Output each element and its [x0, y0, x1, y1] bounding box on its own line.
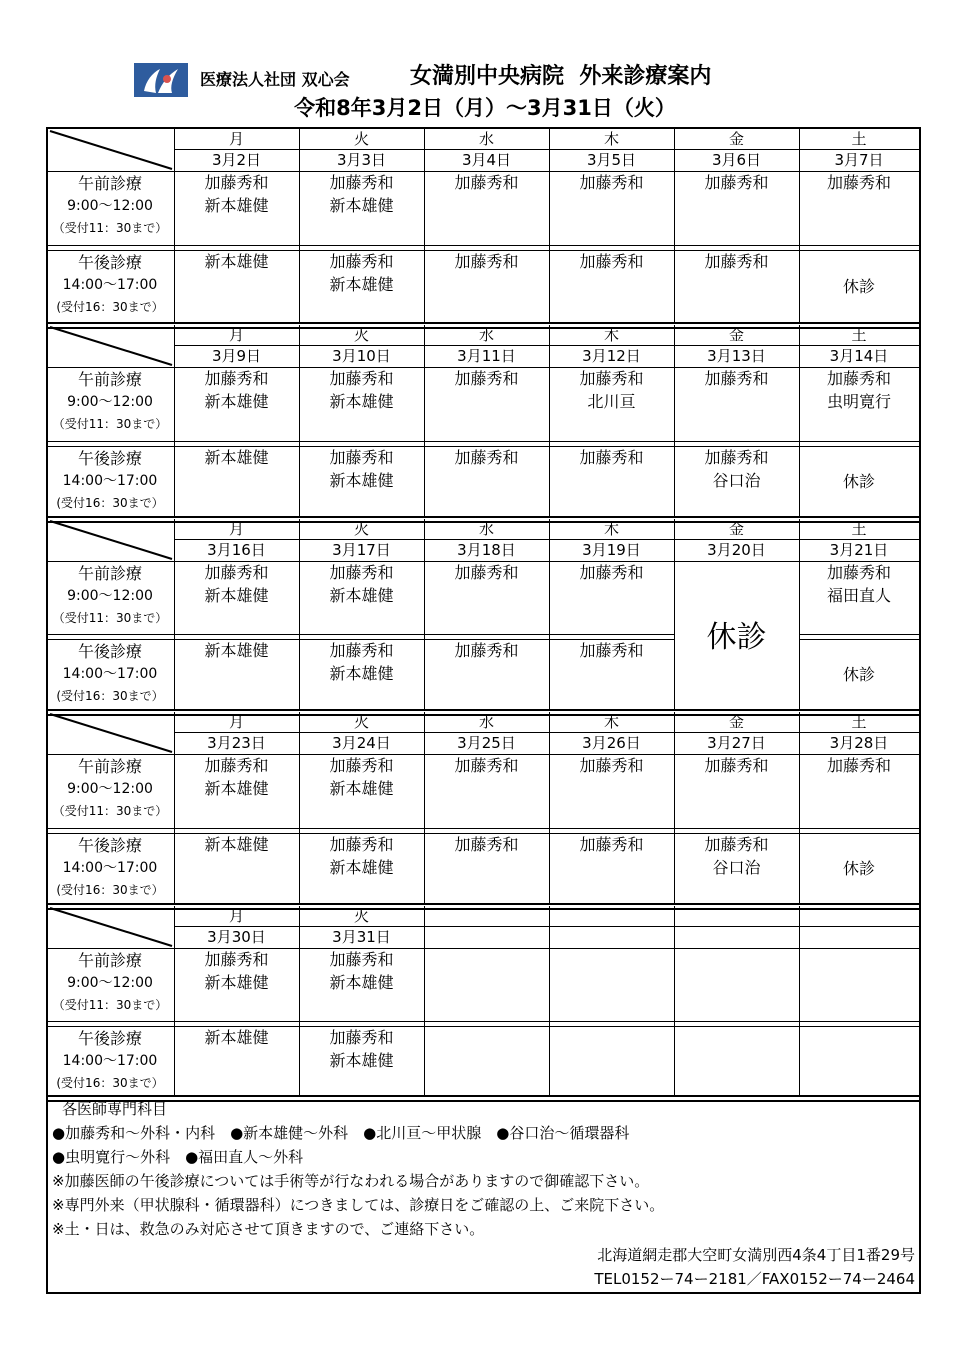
doctor-name: 福田直人: [826, 586, 891, 605]
guide-title: 外来診療案内: [579, 64, 712, 89]
day-date: 3月9日: [211, 347, 262, 365]
doctor-name: 加藤秀和: [704, 756, 769, 775]
specialties-line-2: ●虫明寛行〜外科 ●福田直人〜外科: [52, 1148, 304, 1166]
doctor-name: 北川亘: [587, 392, 636, 411]
day-of-week: 火: [353, 713, 369, 731]
reception-cutoff: (受付16：30まで）: [56, 883, 164, 897]
day-date: 3月20日: [707, 541, 766, 559]
corner-diagonal: [48, 129, 174, 171]
grid-line: [48, 245, 919, 246]
day-date: 3月31日: [332, 928, 391, 946]
doctor-name: 新本雄健: [204, 196, 269, 215]
doctor-name: 加藤秀和: [704, 369, 769, 388]
schedule-table: [46, 127, 921, 1294]
tel-fax: TEL0152ー74ー2181／FAX0152ー74ー2464: [594, 1270, 915, 1288]
column-divider: [424, 906, 425, 1096]
doctor-name: 加藤秀和: [329, 563, 394, 582]
doctor-name: 加藤秀和: [454, 369, 519, 388]
closed-label: 休診: [842, 665, 875, 684]
doctor-name: 加藤秀和: [579, 448, 644, 467]
day-date: 3月21日: [829, 541, 889, 559]
doctor-name: 加藤秀和: [579, 641, 644, 660]
column-divider: [674, 906, 675, 1096]
doctor-name: 加藤秀和: [204, 756, 269, 775]
am-session-label: [48, 950, 172, 1023]
doctor-name: 加藤秀和: [454, 563, 519, 582]
doctor-name: 新本雄健: [329, 973, 394, 992]
doctor-name: 加藤秀和: [454, 252, 519, 271]
reception-cutoff: (受付16：30まで）: [56, 1076, 164, 1090]
doctor-name: 加藤秀和: [454, 641, 519, 660]
reception-cutoff: （受付11：30まで）: [52, 804, 168, 818]
session-hours: 9:00〜12:00: [67, 588, 153, 604]
doctor-name: 加藤秀和: [204, 369, 269, 388]
column-divider: [549, 906, 550, 1096]
am-session-label: [48, 756, 172, 830]
doctor-name: 新本雄健: [329, 858, 394, 877]
specialties-line-1: ●加藤秀和〜外科・内科 ●新本雄健〜外科 ●北川亘〜甲状腺 ●谷口治〜循環器科: [52, 1124, 630, 1142]
day-date: 3月11日: [457, 347, 516, 365]
closed-day-label: 休診: [706, 620, 767, 655]
session-hours: 9:00〜12:00: [67, 394, 153, 410]
day-of-week: 月: [228, 130, 244, 148]
document-title: [410, 60, 711, 94]
doctor-name: 虫明寛行: [826, 392, 891, 411]
column-divider: [799, 906, 800, 1096]
day-date: 3月25日: [457, 734, 516, 752]
session-name: 午後診療: [77, 1029, 142, 1048]
doctor-name: 加藤秀和: [704, 252, 769, 271]
session-hours: 14:00〜17:00: [62, 666, 158, 682]
doctor-name: 加藤秀和: [329, 835, 394, 854]
day-of-week: 水: [478, 520, 494, 538]
day-date: 3月2日: [211, 151, 262, 169]
day-of-week: 木: [603, 713, 619, 731]
session-hours: 9:00〜12:00: [67, 975, 153, 991]
session-hours: 9:00〜12:00: [67, 781, 153, 797]
grid-line: [48, 441, 919, 442]
note-2: ※専門外来（甲状腺科・循環器科）につきましては、診療日をご確認の上、ご来院下さい。: [52, 1196, 665, 1214]
day-of-week: 月: [228, 326, 244, 344]
doctor-name: 新本雄健: [329, 275, 394, 294]
session-name: 午後診療: [77, 253, 142, 272]
doctor-name: 加藤秀和: [329, 1028, 394, 1047]
day-date: 3月23日: [207, 734, 266, 752]
pm-session-label: [48, 448, 172, 519]
week-block: [48, 325, 919, 517]
doctor-name: 新本雄健: [329, 664, 394, 683]
day-of-week: 火: [353, 907, 369, 925]
doctor-name: 加藤秀和: [454, 756, 519, 775]
day-of-week: 金: [728, 520, 744, 538]
day-of-week: 月: [228, 907, 244, 925]
day-of-week: 水: [478, 130, 494, 148]
doctor-name: 新本雄健: [204, 835, 269, 854]
doctor-name: 加藤秀和: [579, 369, 644, 388]
doctor-name: 新本雄健: [204, 641, 269, 660]
note-3: ※土・日は、救急のみ対応させて頂きますので、ご連絡下さい。: [52, 1220, 485, 1238]
reception-cutoff: （受付11：30まで）: [52, 611, 168, 625]
hospital-name: 女満別中央病院: [410, 64, 565, 89]
day-date: 3月19日: [582, 541, 641, 559]
doctor-name: 新本雄健: [204, 392, 269, 411]
closed-label: 休診: [842, 277, 875, 296]
am-session-label: [48, 563, 172, 636]
session-name: 午前診療: [77, 757, 142, 776]
doctor-name: 加藤秀和: [204, 173, 269, 192]
doctor-name: 新本雄健: [329, 1051, 394, 1070]
doctor-name: 新本雄健: [329, 471, 394, 490]
day-of-week: 金: [728, 326, 744, 344]
doctor-name: 加藤秀和: [454, 173, 519, 192]
day-of-week: 水: [478, 713, 494, 731]
doctor-name: 加藤秀和: [329, 448, 394, 467]
session-name: 午前診療: [77, 370, 142, 389]
doctor-name: 加藤秀和: [579, 835, 644, 854]
pm-session-label: [48, 1028, 172, 1098]
day-of-week: 水: [478, 326, 494, 344]
day-of-week: 火: [353, 130, 369, 148]
week-block: [48, 129, 919, 323]
day-date: 3月16日: [207, 541, 266, 559]
day-of-week: 金: [728, 713, 744, 731]
week-block: [48, 519, 919, 710]
page-header: [0, 58, 970, 124]
day-date: 3月13日: [707, 347, 766, 365]
day-of-week: 火: [353, 326, 369, 344]
corner-diagonal: [48, 712, 174, 754]
doctor-name: 新本雄健: [204, 1028, 269, 1047]
doctor-name: 加藤秀和: [329, 252, 394, 271]
session-hours: 14:00〜17:00: [62, 277, 158, 293]
week-block: [48, 906, 919, 1096]
doctor-name: 新本雄健: [329, 779, 394, 798]
reception-cutoff: （受付11：30まで）: [52, 417, 168, 431]
session-name: 午後診療: [77, 836, 142, 855]
am-session-label: [48, 173, 172, 247]
doctor-name: 加藤秀和: [826, 369, 891, 388]
reception-cutoff: （受付11：30まで）: [52, 998, 168, 1012]
doctor-name: 加藤秀和: [579, 173, 644, 192]
organization-name: 医療法人社団 双心会: [200, 70, 350, 89]
doctor-name: 加藤秀和: [329, 950, 394, 969]
doctor-name: 新本雄健: [204, 973, 269, 992]
doctor-name: 加藤秀和: [704, 835, 769, 854]
day-of-week: 月: [228, 520, 244, 538]
doctor-name: 谷口治: [712, 471, 761, 490]
pm-session-label: [48, 835, 172, 906]
doctor-name: 加藤秀和: [329, 173, 394, 192]
session-hours: 14:00〜17:00: [62, 1053, 158, 1069]
address: 北海道網走郡大空町女満別西4条4丁目1番29号: [597, 1246, 915, 1264]
day-of-week: 土: [851, 713, 867, 731]
day-of-week: 土: [851, 326, 867, 344]
doctor-name: 加藤秀和: [826, 563, 891, 582]
day-of-week: 土: [851, 520, 867, 538]
day-date: 3月24日: [332, 734, 391, 752]
doctor-name: 加藤秀和: [454, 448, 519, 467]
reception-cutoff: (受付16：30まで）: [56, 300, 164, 314]
doctor-name: 新本雄健: [329, 196, 394, 215]
day-of-week: 金: [728, 130, 744, 148]
hospital-logo-icon: [134, 63, 188, 97]
day-date: 3月28日: [829, 734, 889, 752]
session-name: 午後診療: [77, 449, 142, 468]
day-of-week: 月: [228, 713, 244, 731]
day-date: 3月30日: [207, 928, 266, 946]
corner-diagonal: [48, 906, 174, 948]
day-date: 3月5日: [586, 151, 637, 169]
doctor-name: 新本雄健: [204, 779, 269, 798]
notes-heading: 各医師専門科目: [62, 1100, 168, 1118]
schedule-period: 令和8年3月2日（月）〜3月31日（火）: [294, 96, 676, 120]
doctor-name: 加藤秀和: [579, 563, 644, 582]
reception-cutoff: (受付16：30まで）: [56, 689, 164, 703]
day-of-week: 木: [603, 520, 619, 538]
doctor-name: 新本雄健: [204, 586, 269, 605]
doctor-name: 加藤秀和: [329, 369, 394, 388]
day-date: 3月7日: [834, 151, 884, 169]
doctor-name: 加藤秀和: [204, 950, 269, 969]
day-date: 3月10日: [332, 347, 391, 365]
doctor-name: 新本雄健: [204, 448, 269, 467]
reception-cutoff: （受付11：30まで）: [52, 221, 168, 235]
doctor-name: 加藤秀和: [704, 173, 769, 192]
closed-label: 休診: [842, 472, 875, 491]
day-date: 3月6日: [711, 151, 762, 169]
doctor-name: 加藤秀和: [329, 756, 394, 775]
session-hours: 14:00〜17:00: [62, 473, 158, 489]
doctor-name: 加藤秀和: [329, 641, 394, 660]
session-name: 午前診療: [77, 951, 142, 970]
doctor-name: 加藤秀和: [204, 563, 269, 582]
day-date: 3月18日: [457, 541, 516, 559]
corner-diagonal: [48, 519, 174, 561]
doctor-name: 加藤秀和: [826, 173, 891, 192]
doctor-name: 新本雄健: [329, 392, 394, 411]
reception-cutoff: (受付16：30まで）: [56, 496, 164, 510]
pm-session-label: [48, 641, 172, 712]
doctor-name: 加藤秀和: [826, 756, 891, 775]
session-name: 午前診療: [77, 564, 142, 583]
doctor-name: 谷口治: [712, 858, 761, 877]
corner-diagonal: [48, 325, 174, 367]
closed-label: 休診: [842, 859, 875, 878]
grid-line: [48, 1021, 919, 1022]
am-session-label: [48, 369, 172, 443]
session-name: 午前診療: [77, 174, 142, 193]
note-1: ※加藤医師の午後診療については手術等が行なわれる場合がありますので御確認下さい。: [52, 1172, 650, 1190]
doctor-name: 加藤秀和: [579, 756, 644, 775]
doctor-name: 加藤秀和: [704, 448, 769, 467]
day-date: 3月27日: [707, 734, 766, 752]
session-hours: 14:00〜17:00: [62, 860, 158, 876]
day-of-week: 土: [851, 130, 867, 148]
doctor-name: 新本雄健: [204, 252, 269, 271]
session-hours: 9:00〜12:00: [67, 198, 153, 214]
day-date: 3月3日: [336, 151, 387, 169]
doctor-name: 加藤秀和: [579, 252, 644, 271]
notes-section: [48, 1098, 919, 1292]
day-date: 3月12日: [582, 347, 641, 365]
day-of-week: 木: [603, 130, 619, 148]
pm-session-label: [48, 252, 172, 325]
session-name: 午後診療: [77, 642, 142, 661]
day-date: 3月26日: [582, 734, 641, 752]
doctor-name: 加藤秀和: [454, 835, 519, 854]
day-date: 3月14日: [829, 347, 889, 365]
grid-line: [48, 828, 919, 829]
day-of-week: 火: [353, 520, 369, 538]
week-block: [48, 712, 919, 904]
day-date: 3月17日: [332, 541, 391, 559]
day-date: 3月4日: [461, 151, 512, 169]
doctor-name: 新本雄健: [329, 586, 394, 605]
day-of-week: 木: [603, 326, 619, 344]
